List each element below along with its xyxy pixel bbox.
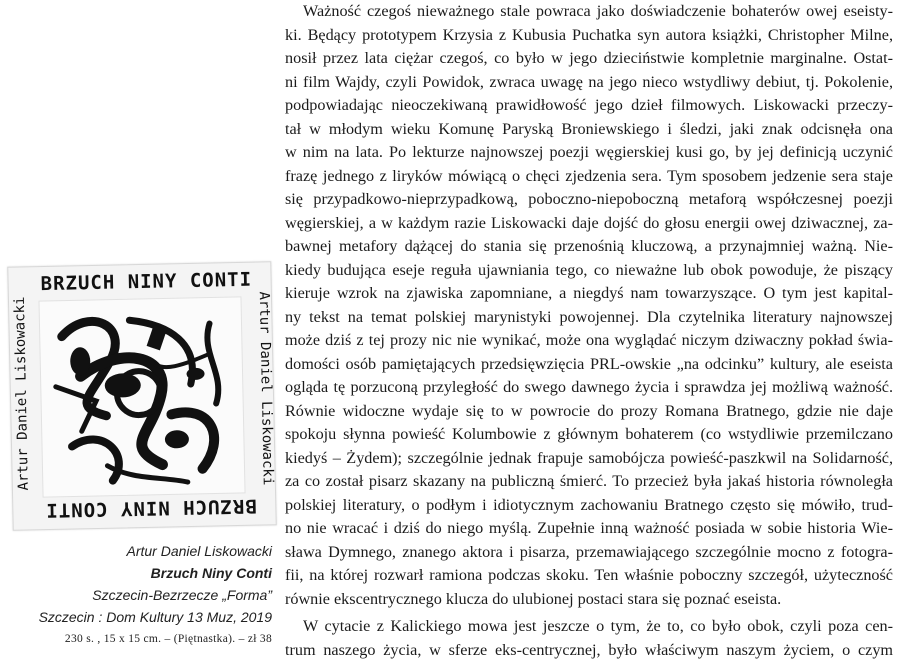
text-line: ki. Będący prototypem Krzysia z Kubusia Puchatka syn autora książki, Christopher Milne,	[285, 24, 893, 48]
caption-author: Artur Daniel Liskowacki	[4, 540, 272, 562]
text-line: w nim na lata. Po lekturze najnowszej poezji węgierskiej kusi go, by jej definicją uczynić	[285, 141, 893, 165]
book-caption	[4, 540, 272, 650]
text-line: kieruje wzrok na zjawiska zapomniane, a niegdyś nam towarzyszące. O tym jest kapital-	[285, 282, 893, 306]
book-cover	[7, 261, 276, 530]
article-body	[285, 0, 893, 662]
text-line: fii, na której rozwarł ramiona podczas skoku. Ten właśnie poboczny szczegół, użyteczność	[285, 564, 893, 588]
cover-artwork	[8, 262, 275, 529]
text-line: trum naszego życia, w sferze eks-centrycznej, było właściwym naszym życiem, o czym	[285, 639, 893, 662]
text-line: podpowiadając nieoczekiwaną prawidłowość jego dzieł filmowych. Liskowacki przeczy-	[285, 94, 893, 118]
text-line: się przypadkowo-nieprzypadkową, poboczno-niepoboczną metaforą współczesnej poezji	[285, 188, 893, 212]
text-line: polskiej literatury, o podłym i idiotycznym zachowaniu Bratnego często się mówiło, trud-	[285, 494, 893, 518]
text-line: ni film Wajdy, czyli Powidok, zwraca uwagę na jego nieco wstydliwy debiut, tj. Pokolenie,	[285, 71, 893, 95]
text-line: za co został pisarz skazany na publiczną śmierć. To przecież była jakaś historia równoległa	[285, 470, 893, 494]
text-line: równie ekscentrycznego klucza do ulubionej postaci stara się poznać eseista.	[285, 588, 893, 612]
text-line: W cytacie z Kalickiego mowa jest jeszcze o tym, że to, co było obok, czyli poza cen-	[285, 615, 893, 639]
text-line: spokoju słynna powieść Kolumbowie z głównym bohaterem (co wstydliwie przemilczano	[285, 423, 893, 447]
text-line: frazę jednego z liryków mówiącą o chęci zjedzenia sera. Tym sposobem jedzenie sera staje	[285, 165, 893, 189]
text-line: kiedyś – Żydem); szczególnie jednak frapuje samobójcza powieść-paszkwil na Solidarność,	[285, 447, 893, 471]
text-line: węgierskiej, a w każdym razie Liskowacki daje dojść do głosu energii owej dziwacznej, za-	[285, 212, 893, 236]
text-line: Ważność czegoś nieważnego stale powraca jako doświadczenie bohaterów owej eseisty-	[285, 0, 893, 24]
cover-author-right: Artur Daniel Liskowacki	[256, 291, 276, 485]
cover-author-left: Artur Daniel Liskowacki	[12, 296, 32, 490]
caption-details: 230 s. , 15 x 15 cm. – (Piętnastka). – zł 38	[4, 628, 272, 650]
text-line: no nie wracać i dziś do niego myślą. Zupełnie inną ważność posiada w sobie historia Wie-	[285, 517, 893, 541]
text-line: może dziś z tej prozy nic nie wynikać, może ona wyglądać niczym dziwaczny pokład świa-	[285, 329, 893, 353]
text-line: tał w młodym wieku Komunę Paryską Broniewskiego i śledzi, jaki znak odcisnęła ona	[285, 118, 893, 142]
text-line: bawnej metafory dążącej do stania się przenośnią kluczową, a przynajmniej ważną. Nie-	[285, 235, 893, 259]
text-line: nosił przez lata ciężar czegoś, co było w jego dzieciństwie kompletnie marginalne. Ostat-	[285, 47, 893, 71]
caption-publisher-2: Szczecin : Dom Kultury 13 Muz, 2019	[4, 606, 272, 628]
text-line: ny tekst na temat polskiej marynistyki powojennej. Dla czytelnika literatury najnowszej	[285, 306, 893, 330]
cover-title-top: BRZUCH NINY CONTI	[40, 269, 252, 295]
cover-title-bottom: BRZUCH NINY CONTI	[45, 495, 257, 521]
caption-title: Brzuch Niny Conti	[4, 562, 272, 584]
caption-publisher-1: Szczecin-Bezrzecze „Forma”	[4, 584, 272, 606]
text-line: Równie widoczne wydaje się to w powrocie do prozy Romana Bratnego, gdzie nie daje	[285, 400, 893, 424]
paragraph-2	[285, 615, 893, 662]
text-line: ogląda tę porzuconą przyległość do swego dawnego życia i sprawdza jej możliwą ważność.	[285, 376, 893, 400]
paragraph-1	[285, 0, 893, 611]
text-line: domości osób pamiętających przedsięwzięcia PRL-owskie „na odcinku” kultury, ale eseista	[285, 353, 893, 377]
text-line: sława Dymnego, znanego aktora i pisarza, przemawiającego szczególnie mocno z fotogra-	[285, 541, 893, 565]
text-line: kiedy budująca eseje reguła ujawniania tego, co nieważne lub obok powoduje, że piszący	[285, 259, 893, 283]
